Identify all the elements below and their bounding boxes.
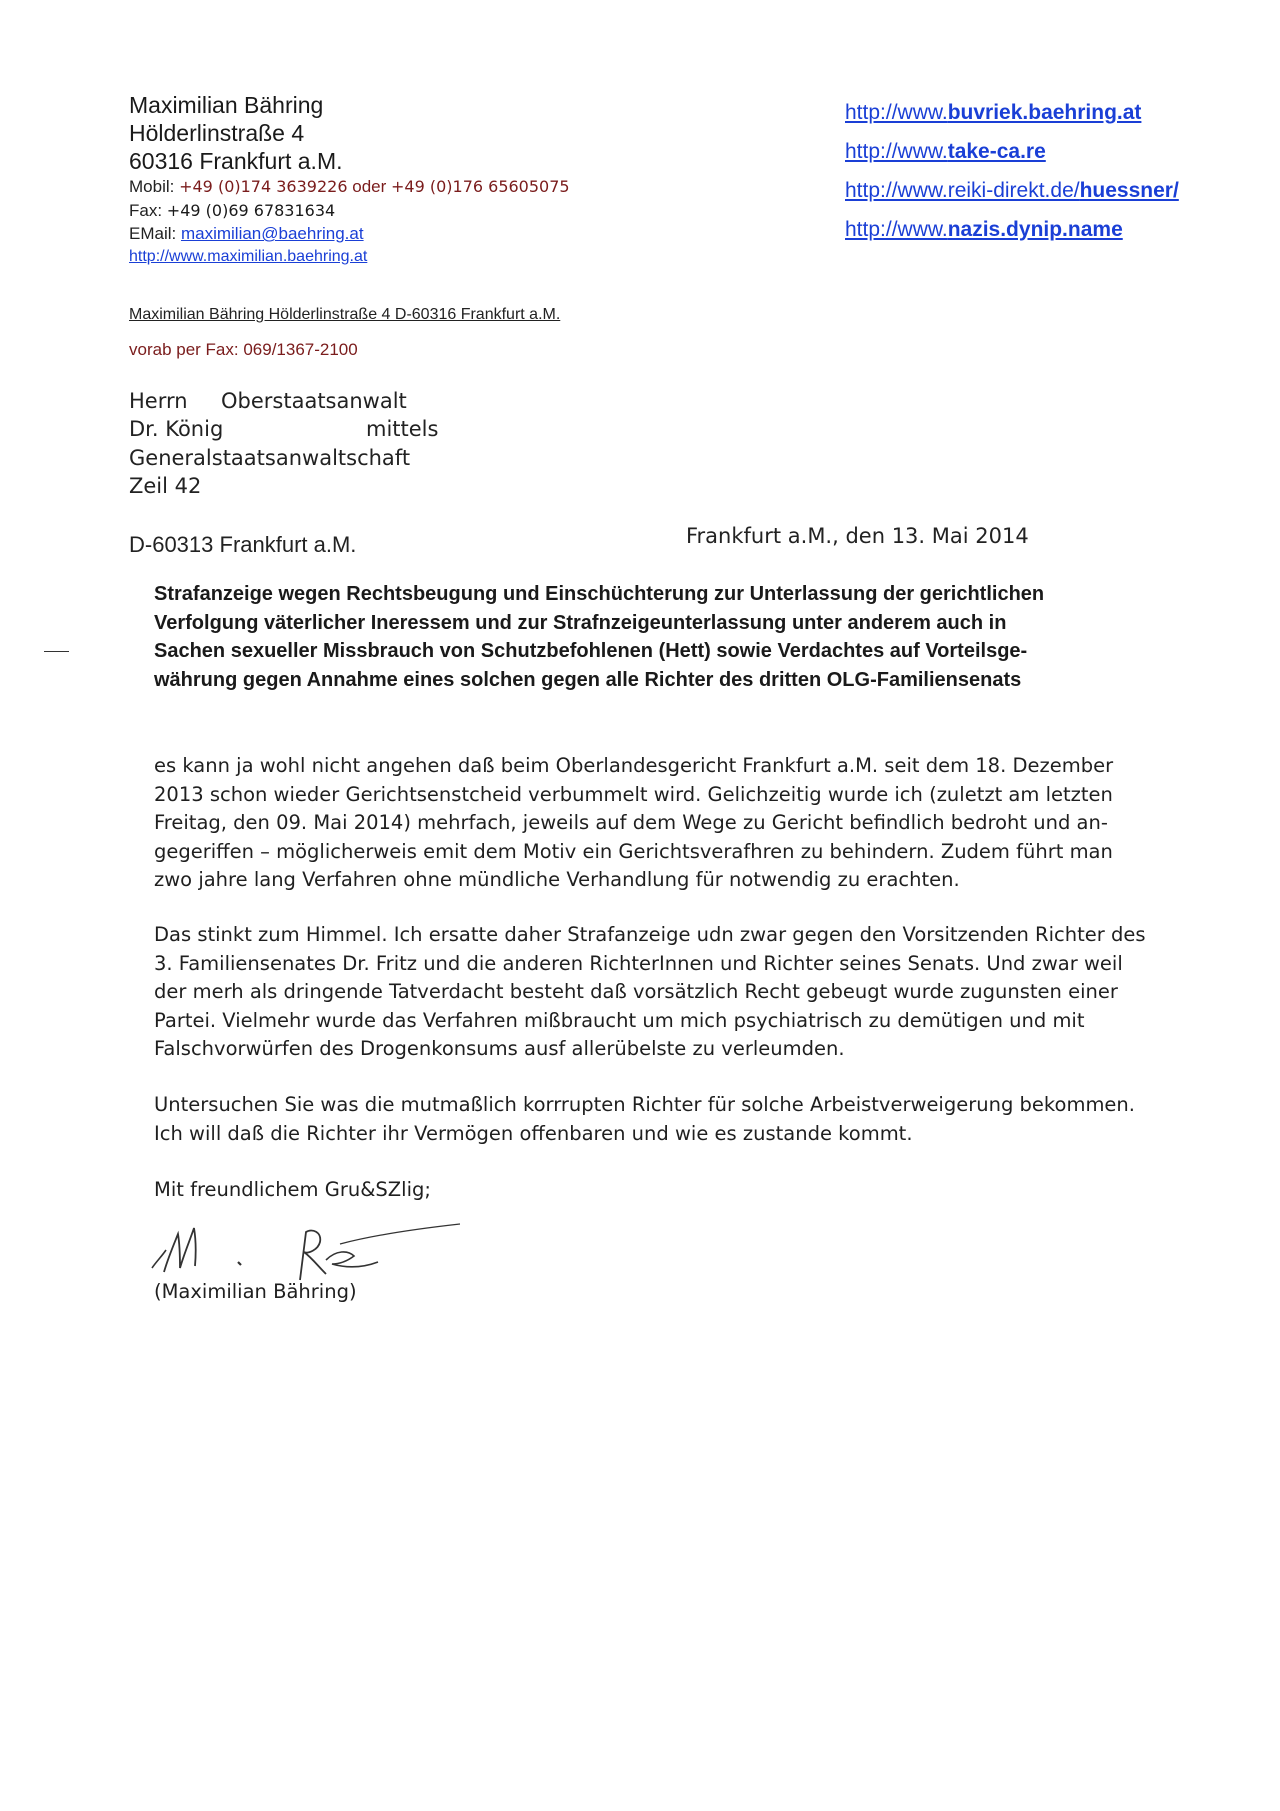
link-prefix: http://www.reiki-direkt.de/ [845, 179, 1080, 202]
recipient-salutation: Herrn [129, 389, 188, 413]
recipient-title: Oberstaatsanwalt [221, 389, 407, 413]
link-take-care[interactable] [845, 140, 1046, 164]
email-line [129, 224, 364, 244]
recipient-city: D-60313 Frankfurt a.M. [129, 532, 357, 557]
link-bold: take-ca.re [947, 140, 1046, 163]
mobile-or: oder [352, 177, 387, 196]
body-paragraph-1 [154, 752, 1194, 895]
mobile-number-1: +49 (0)174 3639226 [179, 177, 348, 196]
mobile-line [129, 177, 570, 197]
letter-date: Frankfurt a.M., den 13. Mai 2014 [686, 524, 1029, 548]
fax-note: vorab per Fax: 069/1367-2100 [129, 340, 358, 359]
body-paragraph-2 [154, 921, 1194, 1064]
email-link[interactable]: maximilian@baehring.at [180, 224, 364, 243]
body-line: zwo jahre lang Verfahren ohne mündliche Verhandlung für notwendig zu erachten. [154, 868, 960, 891]
body-line: es kann ja wohl nicht angehen daß beim Oberlandesgericht Frankfurt a.M. seit dem 18. Dezember [154, 754, 1114, 777]
handwritten-signature [150, 1210, 470, 1290]
fold-mark [44, 651, 69, 652]
link-bold: buvriek.baehring.at [947, 101, 1142, 124]
link-nazis[interactable] [845, 218, 1123, 242]
website-link[interactable]: http://www.maximilian.baehring.at [129, 248, 368, 265]
subject-line: Verfolgung väterlicher Ineressem und zur Strafnzeigeunterlassung unter anderem auch in [154, 611, 1007, 634]
body-line: Partei. Vielmehr wurde das Verfahren mißbraucht um mich psychiatrisch zu demütigen und mit [154, 1008, 1085, 1032]
link-prefix: http://www. [845, 101, 948, 124]
link-bold: nazis.dynip.name [947, 218, 1123, 241]
sender-street: Hölderlinstraße 4 [129, 120, 305, 146]
recipient-office: Generalstaatsanwaltschaft [129, 446, 411, 470]
fax-number: +49 (0)69 67831634 [166, 201, 336, 220]
subject-line: Strafanzeige wegen Rechtsbeugung und Einschüchterung zur Unterlassung der gerichtlichen [154, 583, 1045, 605]
link-prefix: http://www. [845, 140, 948, 163]
body-line: 3. Familiensenates Dr. Fritz und die anderen RichterInnen und Richter seines Senats. Und zwar weil [154, 951, 1123, 975]
email-label: EMail: [129, 224, 177, 243]
body-paragraph-3 [154, 1091, 1194, 1148]
subject-line: Sachen sexueller Missbrauch von Schutzbefohlenen (Hett) sowie Verdachtes auf Vorteilsge- [154, 640, 1028, 662]
subject-block [154, 580, 1114, 694]
link-bold: huessner/ [1079, 179, 1179, 202]
body-line: Untersuchen Sie was die mutmaßlich korrrupten Richter für solche Arbeistverweigerung bekommen. [154, 1093, 1135, 1116]
sender-city: 60316 Frankfurt a.M. [129, 148, 343, 174]
body-line: Ich will daß die Richter ihr Vermögen offenbaren und wie es zustande kommt. [154, 1121, 913, 1145]
link-prefix: http://www. [845, 218, 948, 241]
closing-greeting: Mit freundlichem Gru&SZlig; [154, 1178, 431, 1201]
body-line: Das stinkt zum Himmel. Ich ersatte daher Strafanzeige udn zwar gegen den Vorsitzenden Richter des [154, 923, 1146, 946]
body-line: gegeriffen – möglicherweis emit dem Motiv ein Gerichtsverafhren zu behindern. Zudem führt man [154, 839, 1113, 863]
recipient-via: mittels [366, 417, 439, 441]
printed-name: (Maximilian Bähring) [154, 1280, 357, 1303]
mobile-label: Mobil: [129, 177, 175, 196]
mobile-number-2: +49 (0)176 65605075 [391, 177, 570, 196]
fax-line [129, 201, 335, 221]
return-address-line: Maximilian Bähring Hölderlinstraße 4 D-60316 Frankfurt a.M. [129, 306, 561, 323]
fax-label: Fax: [129, 201, 163, 220]
subject-line: währung gegen Annahme eines solchen gegen alle Richter des dritten OLG-Familiensenats [154, 668, 1022, 691]
body-line: 2013 schon wieder Gerichtsenstcheid verbummelt wird. Gelichzeitig wurde ich (zuletzt am letzten [154, 782, 1113, 806]
recipient-name: Dr. König [129, 417, 224, 441]
recipient-street: Zeil 42 [129, 474, 202, 498]
sender-name: Maximilian Bähring [129, 92, 324, 118]
body-line: Falschvorwürfen des Drogenkonsums ausf allerübelste zu verleumden. [154, 1037, 845, 1060]
body-line: Freitag, den 09. Mai 2014) mehrfach, jeweils auf dem Wege zu Gericht befindlich bedroht und an- [154, 811, 1108, 834]
link-reiki[interactable] [845, 179, 1179, 203]
link-buvriek[interactable] [845, 101, 1141, 125]
body-line: der merh als dringende Tatverdacht besteht daß vorsätzlich Recht gebeugt wurde zugunsten einer [154, 980, 1118, 1003]
website-line [129, 248, 367, 266]
